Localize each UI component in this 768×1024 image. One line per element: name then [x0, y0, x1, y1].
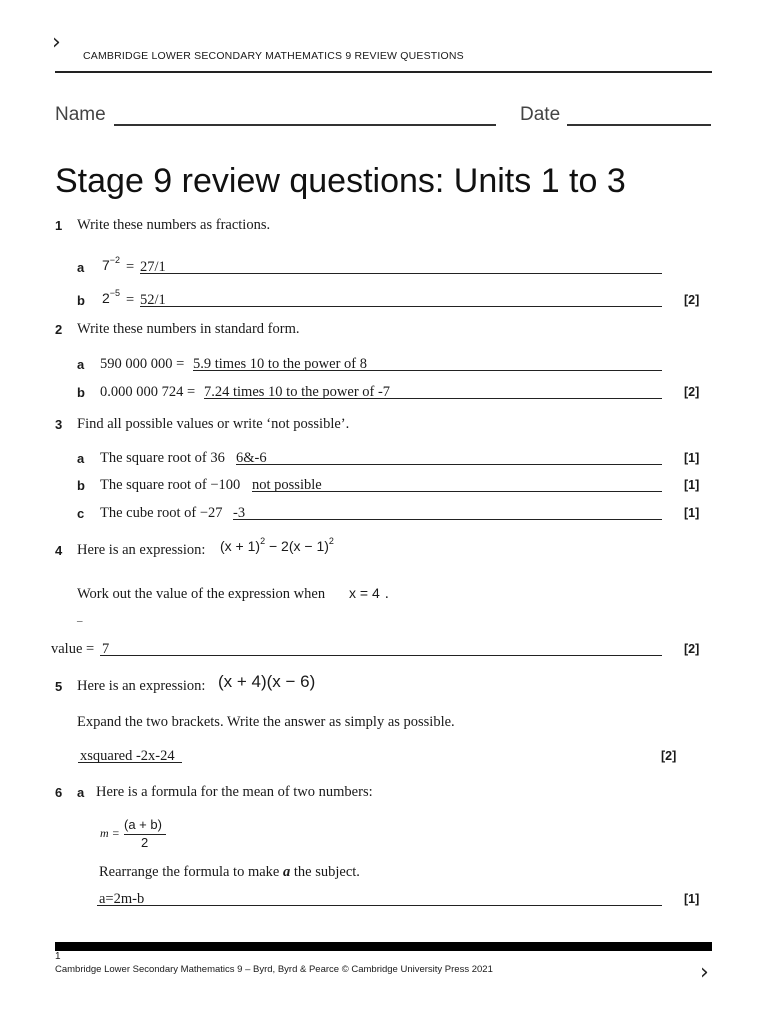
page-number: 1: [55, 951, 61, 962]
q1b-label: b: [77, 293, 85, 308]
q6-text: Here is a formula for the mean of two numbers:: [96, 784, 373, 800]
q6-number: 6: [55, 785, 63, 800]
q5-number: 5: [55, 679, 63, 694]
name-label: Name: [55, 104, 106, 125]
q3c-label: c: [77, 506, 85, 521]
footer-bar: [55, 942, 712, 951]
q3c-answer-line: [233, 519, 662, 520]
q1b-answer[interactable]: 52/1: [140, 292, 166, 308]
q6-answer[interactable]: a=2m-b: [99, 891, 145, 907]
q2b-label: b: [77, 385, 85, 400]
q3a-answer-line: [236, 464, 662, 465]
name-field[interactable]: [114, 124, 496, 126]
q2b-answer[interactable]: 7.24 times 10 to the power of -7: [204, 384, 391, 400]
q3c-prompt: The cube root of −27: [100, 505, 223, 521]
q3c-answer[interactable]: -3: [233, 505, 246, 521]
q5-answer[interactable]: xsquared -2x-24: [80, 748, 175, 764]
q2a-answer[interactable]: 5.9 times 10 to the power of 8: [193, 356, 367, 372]
q1a-answer[interactable]: 27/1: [140, 259, 166, 275]
q1b-answer-line: [140, 306, 662, 307]
footer-text: Cambridge Lower Secondary Mathematics 9 – Byrd, Byrd & Pearce © Cambridge University Press 2021: [55, 964, 493, 975]
q1b-equals: =: [126, 292, 135, 308]
q4-answer-line: [100, 655, 662, 656]
q1a-answer-line: [140, 273, 662, 274]
q4-stray-mark: –: [77, 615, 83, 627]
q2a-label: a: [77, 357, 85, 372]
q3c-marks: [1]: [684, 506, 700, 520]
q1a-label: a: [77, 260, 85, 275]
q2-number: 2: [55, 322, 63, 337]
q3b-answer-line: [252, 491, 662, 492]
q1b-expression: $2^{-5}$: [102, 288, 121, 306]
q4-text: Here is an expression:: [77, 542, 206, 558]
header-rule: [55, 71, 712, 73]
q6-marks: [1]: [684, 892, 700, 906]
q2a-prompt: 590 000 000 =: [100, 356, 185, 372]
q3a-answer[interactable]: 6&-6: [236, 450, 267, 466]
date-label: Date: [520, 104, 561, 125]
q3-text: Find all possible values or write ‘not possible’.: [77, 416, 350, 432]
q1-text: Write these numbers as fractions.: [77, 217, 271, 233]
q6-rearrange-text: Rearrange the formula to make a the subject.: [99, 864, 360, 880]
q5-answer-line: [78, 762, 182, 763]
q4-value-label: value =: [51, 641, 95, 657]
q4-work-text: Work out the value of the expression when: [77, 586, 326, 602]
q5-expression: (x + 4)(x − 6): [218, 672, 316, 691]
q3a-prompt: The square root of 36: [100, 450, 225, 466]
q3b-label: b: [77, 478, 85, 493]
q4-marks: [2]: [684, 642, 700, 656]
q3a-label: a: [77, 451, 85, 466]
q4-expression: $(x + 1)^2 - 2(x - 1)^2$: [220, 536, 334, 554]
q1a-expression: $7^{-2}$: [102, 255, 121, 273]
q6-answer-line: [97, 905, 662, 906]
q6a-label: a: [77, 785, 85, 800]
q3b-prompt: The square root of −100: [100, 477, 241, 493]
q5-text: Here is an expression:: [77, 678, 206, 694]
chevron-right-icon: ›: [52, 30, 61, 55]
q4-period: .: [385, 586, 389, 602]
q1a-equals: =: [126, 259, 135, 275]
chevron-right-icon: ›: [700, 960, 709, 985]
page-title: Stage 9 review questions: Units 1 to 3: [55, 162, 626, 200]
q2a-answer-line: [193, 370, 662, 371]
q4-answer[interactable]: 7: [102, 641, 110, 657]
q6-formula: m = (a + b) 2: [100, 816, 180, 852]
date-field[interactable]: [567, 124, 711, 126]
q3-number: 3: [55, 417, 63, 432]
q2b-answer-line: [204, 398, 662, 399]
q5-marks: [2]: [661, 749, 677, 763]
q3a-marks: [1]: [684, 451, 700, 465]
q3b-marks: [1]: [684, 478, 700, 492]
running-header: CAMBRIDGE LOWER SECONDARY MATHEMATICS 9 REVIEW QUESTIONS: [83, 50, 464, 62]
q4-condition: x = 4: [349, 585, 380, 601]
q4-number: 4: [55, 543, 63, 558]
q1-number: 1: [55, 218, 63, 233]
q2b-prompt: 0.000 000 724 =: [100, 384, 196, 400]
q2-text: Write these numbers in standard form.: [77, 321, 300, 337]
q5-expand-text: Expand the two brackets. Write the answer as simply as possible.: [77, 714, 455, 730]
q2-marks: [2]: [684, 385, 700, 399]
q1-marks: [2]: [684, 293, 700, 307]
q3b-answer[interactable]: not possible: [252, 477, 322, 493]
